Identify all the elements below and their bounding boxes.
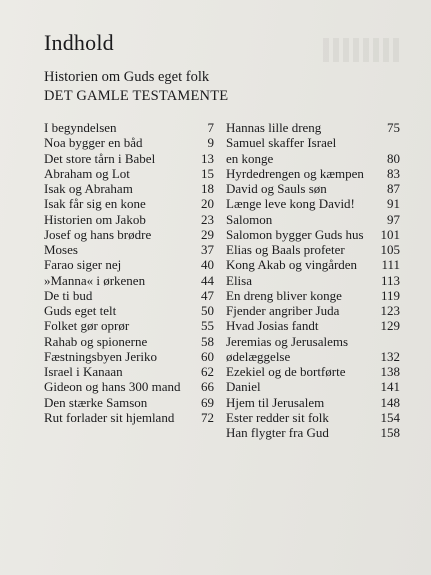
toc-entry-page: 55 [201, 318, 214, 334]
toc-entry-page: 40 [201, 257, 214, 273]
toc-entry-page: 138 [380, 364, 400, 379]
toc-entry [44, 364, 214, 379]
toc-entry-title: David og Sauls søn [226, 181, 327, 196]
toc-entry-page: 23 [201, 211, 214, 227]
toc-entry-page: 158 [380, 425, 400, 440]
toc-entry-page: 50 [201, 303, 214, 318]
toc-entry-title: Rahab og spionerne [44, 333, 148, 349]
toc-entry-title: Salomon [226, 211, 273, 227]
toc-entry [44, 196, 214, 211]
toc-entry-page: 44 [201, 272, 214, 288]
toc-entry-title: Samuel skaffer Israel en konge [226, 135, 337, 166]
toc-entry-title: Han flygter fra Gud [226, 425, 329, 440]
toc-entry [226, 227, 400, 242]
toc-entry-title: Det store tårn i Babel [44, 150, 156, 166]
bleed-through-text [323, 38, 403, 62]
toc-entry [226, 303, 400, 318]
toc-entry-page: 69 [201, 394, 214, 410]
toc-entry [44, 318, 214, 333]
toc-entry-title: Hvad Josias fandt [226, 318, 319, 334]
toc-entry [226, 410, 400, 425]
toc-entry-title: Farao siger nej [44, 257, 122, 273]
toc-entry-title: Rut forlader sit hjemland [44, 409, 175, 425]
toc-entry [44, 395, 214, 410]
page-title: Indhold [44, 30, 114, 55]
toc-entry-page: 9 [207, 135, 214, 151]
toc-entry [226, 196, 400, 211]
toc-entry-page: 141 [380, 379, 400, 395]
toc-entry [226, 166, 400, 181]
toc-entry-title: En dreng bliver konge [226, 287, 342, 303]
toc-entry-page: 13 [201, 150, 214, 166]
toc-entry-title: Isak og Abraham [44, 181, 133, 196]
toc-entry-page: 60 [201, 348, 214, 364]
toc-entry-title: Hjem til Jerusalem [226, 394, 325, 410]
toc-entry-title: Salomon bygger Guds hus [226, 226, 364, 242]
toc-entry [226, 273, 400, 288]
toc-entry-page: 83 [387, 165, 400, 181]
toc-entry [226, 364, 400, 379]
toc-entry [44, 135, 214, 150]
toc-entry [226, 135, 400, 166]
toc-entry [226, 318, 400, 333]
toc-entry-title: »Manna« i ørkenen [44, 272, 146, 288]
toc-entry [44, 303, 214, 318]
toc-entry-title: Kong Akab og vingården [226, 257, 358, 273]
toc-entry-title: Israel i Kanaan [44, 364, 123, 379]
toc-entry [44, 181, 214, 196]
toc-right-column [226, 120, 400, 440]
toc-entry-page: 18 [201, 181, 214, 196]
toc-entry-title: Isak får sig en kone [44, 196, 146, 212]
toc-entry-title: Ester redder sit folk [226, 409, 329, 425]
toc-subtitle: Historien om Guds eget folk [44, 69, 210, 85]
toc-entry-title: Jeremias og Jerusalems ødelæggelse [226, 333, 349, 364]
toc-entry-page: 91 [387, 196, 400, 212]
toc-entry [44, 349, 214, 364]
toc-entry [44, 257, 214, 272]
toc-entry [44, 379, 214, 394]
toc-entry-title: I begyndelsen [44, 120, 117, 135]
toc-entry-page: 37 [201, 242, 214, 257]
toc-entry-page: 47 [201, 287, 214, 303]
toc-entry-page: 20 [201, 196, 214, 212]
toc-entry-title: Abraham og Lot [44, 165, 130, 181]
toc-section-heading: DET GAMLE TESTAMENTE [44, 88, 229, 104]
toc-entry-page: 75 [387, 120, 400, 135]
toc-entry-page: 101 [380, 226, 400, 242]
toc-entry-title: Josef og hans brødre [44, 226, 152, 242]
toc-entry-page: 80 [387, 150, 400, 166]
toc-entry [226, 212, 400, 227]
toc-entry [226, 334, 400, 365]
toc-entry-page: 97 [387, 211, 400, 227]
toc-entry-page: 72 [201, 409, 214, 425]
toc-entry-page: 66 [201, 379, 214, 395]
toc-entry-page: 113 [380, 272, 400, 288]
toc-entry-title: Længe leve kong David! [226, 196, 355, 212]
toc-entry-page: 7 [207, 120, 214, 135]
toc-entry [44, 273, 214, 288]
toc-entry [44, 151, 214, 166]
toc-entry-title: Moses [44, 242, 78, 257]
toc-entry-title: Noa bygger en båd [44, 135, 143, 151]
toc-entry-title: Elisa [226, 272, 252, 288]
toc-entry-title: Historien om Jakob [44, 211, 146, 227]
toc-entry-title: Gideon og hans 300 mand [44, 379, 181, 395]
toc-entry-page: 129 [380, 318, 400, 334]
toc-entry-page: 58 [201, 333, 214, 349]
toc-entry-page: 132 [380, 348, 400, 364]
toc-entry [226, 120, 400, 135]
toc-entry-page: 148 [380, 394, 400, 410]
toc-entry [226, 379, 400, 394]
toc-entry-title: Fjender angriber Juda [226, 303, 340, 318]
toc-entry-title: Elias og Baals profeter [226, 242, 345, 257]
toc-entry [44, 120, 214, 135]
toc-entry-title: De ti bud [44, 287, 93, 303]
toc-entry [226, 395, 400, 410]
toc-entry-page: 29 [201, 226, 214, 242]
toc-entry [226, 242, 400, 257]
toc-entry-title: Folket gør oprør [44, 318, 130, 334]
toc-entry [226, 257, 400, 272]
toc-entry-page: 154 [380, 409, 400, 425]
toc-entry [44, 166, 214, 181]
toc-entry-title: Hannas lille dreng [226, 120, 322, 135]
toc-entry-title: Hyrdedrengen og kæmpen [226, 165, 364, 181]
toc-entry [226, 288, 400, 303]
toc-left-column [44, 120, 214, 425]
toc-entry-page: 123 [380, 303, 400, 318]
toc-entry-title: Daniel [226, 379, 261, 395]
toc-entry-title: Fæstningsbyen Jeriko [44, 348, 158, 364]
toc-entry [226, 181, 400, 196]
toc-entry-title: Ezekiel og de bortførte [226, 364, 346, 379]
toc-entry [44, 242, 214, 257]
toc-entry-page: 111 [381, 257, 400, 273]
toc-entry-page: 119 [380, 287, 400, 303]
toc-entry-page: 15 [201, 165, 214, 181]
toc-entry-title: Den stærke Samson [44, 394, 148, 410]
toc-entry [44, 288, 214, 303]
toc-entry [226, 425, 400, 440]
toc-entry [44, 212, 214, 227]
toc-entry [44, 334, 214, 349]
toc-entry-page: 105 [380, 242, 400, 257]
toc-entry [44, 227, 214, 242]
toc-entry-page: 62 [201, 364, 214, 379]
toc-entry-title: Guds eget telt [44, 303, 117, 318]
toc-entry [44, 410, 214, 425]
toc-entry-page: 87 [387, 181, 400, 196]
